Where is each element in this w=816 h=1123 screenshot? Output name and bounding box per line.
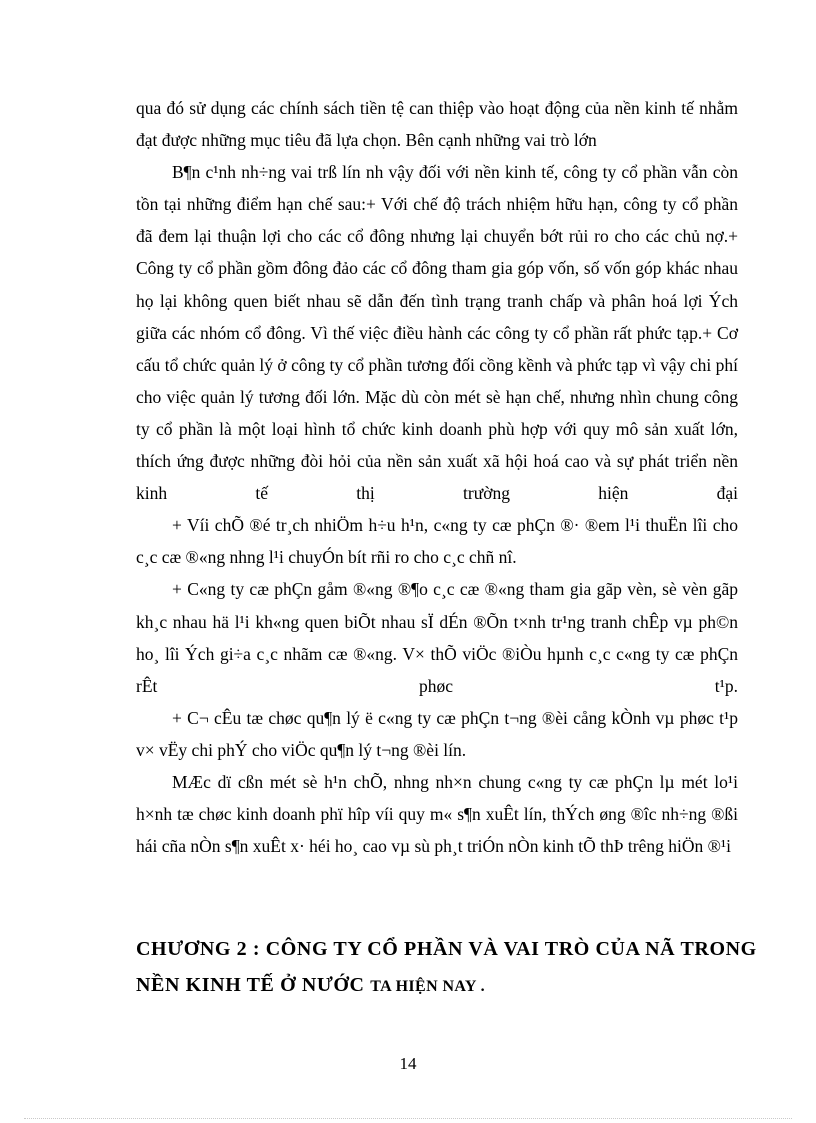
page-number: 14 bbox=[399, 1054, 417, 1073]
paragraph-2: B¶n c¹nh nh÷ng vai trß lín nh vậy đối với nền kinh tế, công ty cổ phần vẫn còn tồn tại những điểm hạn chế sau:+ Với chế độ trách nhiệm hữu hạn, công ty cổ phần đã đem lại thuận lợi cho các cổ đông nhưng lại chuyển bớt rủi ro cho các chủ nợ.+ Công ty cổ phần gồm đông đảo các cổ đông tham gia góp vốn, số vốn góp khác nhau họ lại không quen biết nhau sẽ dẫn đến tình trạng tranh chấp và phân hoá lợi Ých giữa các nhóm cổ đông. Vì thế việc điều hành các công ty cổ phần rất phức tạp.+ Cơ cấu tổ chức quản lý ở công ty cổ phần tương đối cồng kềnh và phức tạp vì vậy chi phí cho việc quản lý tương đối lớn. Mặc dù còn mét sè hạn chế, nhưng nhìn chung công ty cổ phần là một loại hình tổ chức kinh doanh phù hợp với quy mô sản xuất lớn, thích ứng được những đòi hỏi của nền sản xuất xã hội hoá cao và sự phát triển nền kinh tế thị trường hiện đại bbox=[136, 162, 738, 504]
page-bottom-divider bbox=[24, 1118, 792, 1119]
paragraph-1: qua đó sử dụng các chính sách tiền tệ can thiệp vào hoạt động của nền kinh tế nhằm đạt được những mục tiêu đã lựa chọn. Bên cạnh những vai trò lớn bbox=[136, 98, 738, 151]
body-text bbox=[136, 92, 738, 862]
paragraph-3: + Víi chÕ ®é tr¸ch nhiÖm h÷u h¹n, c«ng ty cæ phÇn ®· ®em l¹i thuËn lîi cho c¸c cæ ®«ng nhng l¹i chuyÓn bít rñi ro cho c¸c chñ nî. bbox=[136, 515, 738, 568]
paragraph-5: + C¬ cÊu tæ chøc qu¶n lý ë c«ng ty cæ phÇn t¬ng ®èi cång kÒnh vµ phøc t¹p v× vËy chi phÝ cho viÖc qu¶n lý t¬ng ®èi lín. bbox=[136, 707, 738, 760]
chapter-heading-main: CHƯƠNG 2 : CÔNG TY CỔ PHẦN VÀ VAI TRÒ CỦA NÃ TRONG NỀN KINH TẾ Ở NƯỚC bbox=[136, 938, 757, 996]
paragraph-6: MÆc dï cßn mét sè h¹n chÕ, nhng nh×n chung c«ng ty cæ phÇn lµ mét lo¹i h×nh tæ chøc kinh doanh phï hîp víi quy m« s¶n xuÊt lín, thÝch øng ®îc nh÷ng ®ßi hái cña nÒn s¶n xuÊt x· héi ho¸ cao vµ sù ph¸t triÓn nÒn kinh tÕ thÞ trêng hiÖn ®¹i bbox=[136, 771, 738, 857]
chapter-heading bbox=[136, 931, 776, 1005]
paragraph-4: + C«ng ty cæ phÇn gåm ®«ng ®¶o c¸c cæ ®«ng tham gia gãp vèn, sè vèn gãp kh¸c nhau hä l¹i kh«ng quen biÕt nhau sÏ dÉn ®Õn t×nh tr¹ng tranh chÊp vµ ph©n ho¸ lîi Ých gi÷a c¸c nhãm cæ ®«ng. V× thÕ viÖc ®iÒu hµnh c¸c c«ng ty cæ phÇn rÊt phøc t¹p. bbox=[136, 579, 738, 696]
chapter-heading-tail: TA HIỆN NAY . bbox=[370, 978, 486, 995]
